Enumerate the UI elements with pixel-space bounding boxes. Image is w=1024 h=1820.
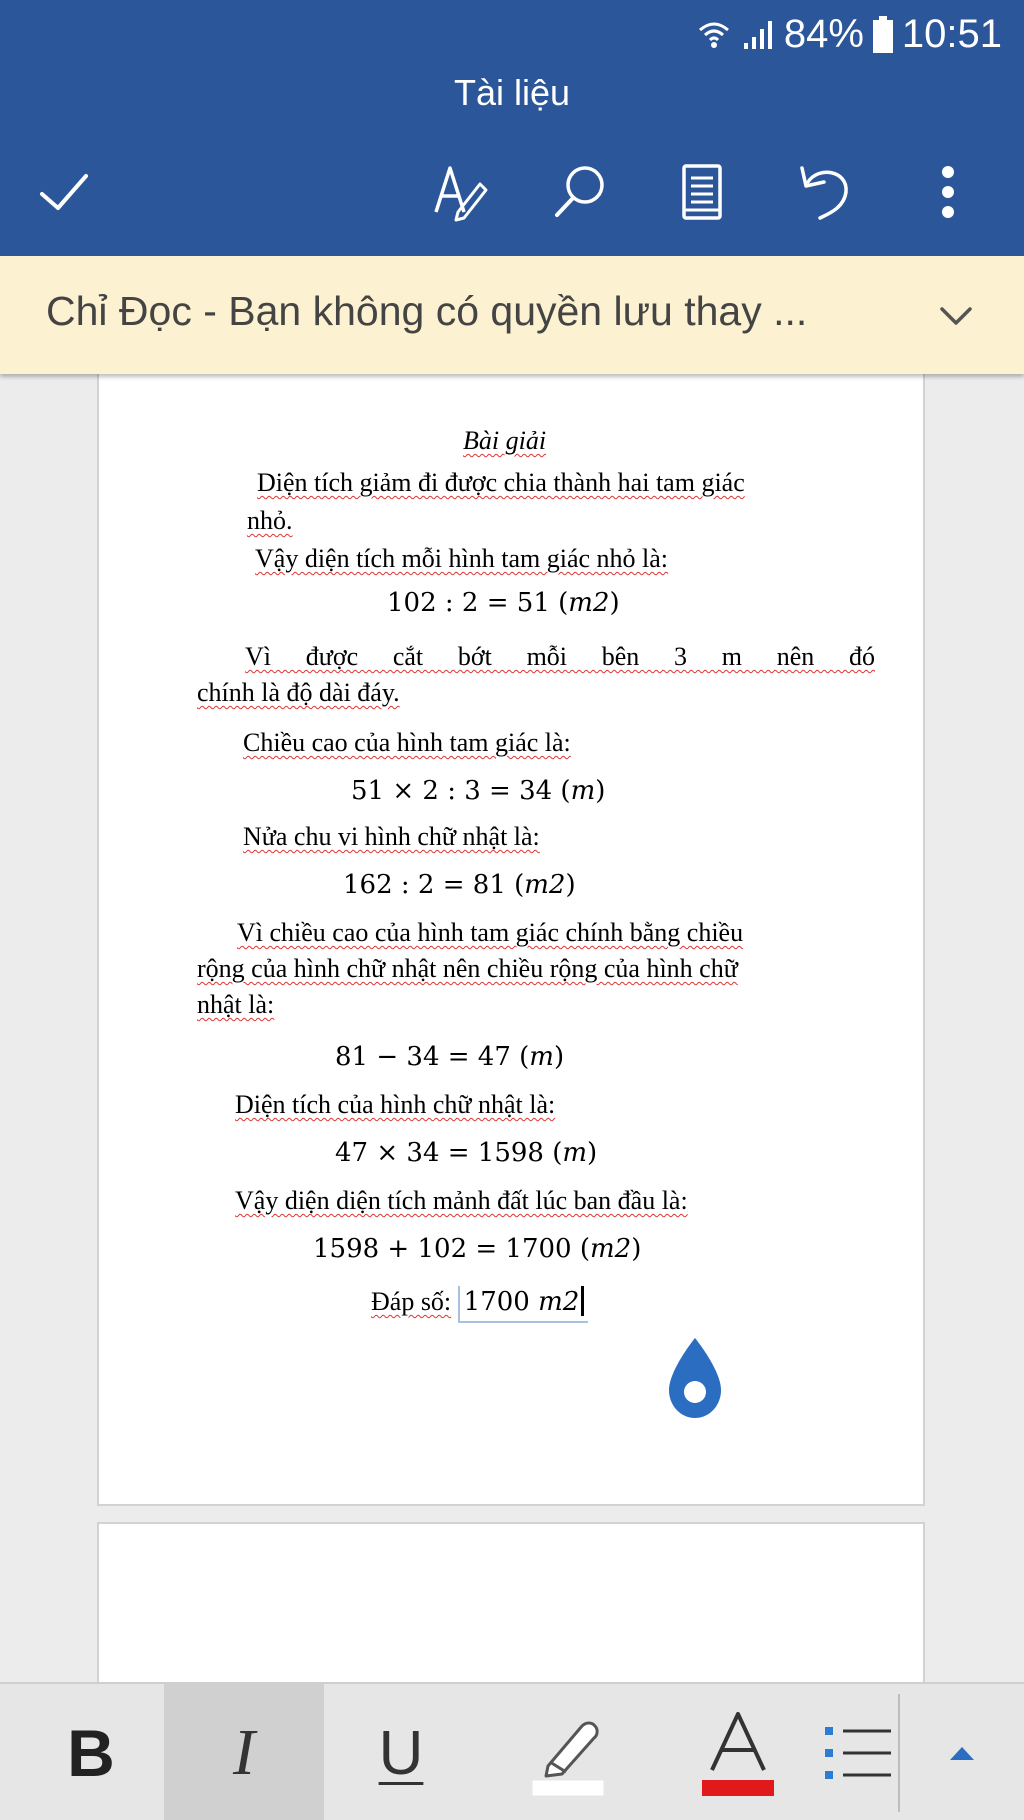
search-button[interactable]: [538, 150, 622, 234]
answer-line: [371, 1286, 588, 1323]
done-check-icon: [36, 164, 92, 220]
pen-format-icon: [430, 162, 490, 222]
undo-icon: [794, 162, 854, 222]
battery-percent: 84%: [783, 12, 864, 56]
doc-equation: 162 : 2 = 81 (m2): [343, 870, 576, 900]
more-options-icon: [938, 162, 958, 222]
toolbar-divider: [898, 1694, 900, 1812]
underline-label: U: [378, 1718, 424, 1788]
bullet-list-icon: [823, 1721, 893, 1785]
font-color-swatch: [702, 1780, 774, 1796]
doc-equation: 47 × 34 = 1598 (m): [335, 1138, 598, 1168]
highlighter-icon: [528, 1708, 608, 1798]
highlight-button[interactable]: [498, 1684, 638, 1820]
doc-paragraph: Diện tích giảm đi được chia thành hai tam giác: [257, 468, 745, 497]
bold-label: B: [67, 1716, 115, 1790]
format-pen-button[interactable]: [418, 150, 502, 234]
font-color-button[interactable]: [668, 1684, 808, 1820]
reading-view-button[interactable]: [660, 150, 744, 234]
chevron-down-icon: [938, 304, 974, 328]
top-toolbar: [0, 150, 1024, 234]
doc-paragraph: Vậy diện diện tích mảnh đất lúc ban đầu là:: [235, 1186, 688, 1215]
doc-heading: Bài giải: [463, 426, 547, 455]
document-page[interactable]: [97, 374, 925, 1506]
reading-view-icon: [680, 162, 724, 222]
bullets-button[interactable]: [820, 1684, 896, 1820]
status-bar: [0, 0, 1024, 72]
answer-label: Đáp số:: [371, 1287, 452, 1316]
document-title: Tài liệu: [453, 72, 571, 113]
app-header: [0, 0, 1024, 256]
doc-paragraph: Vì chiều cao của hình tam giác chính bằng chiều: [237, 918, 744, 947]
answer-selection[interactable]: [458, 1286, 589, 1323]
document-canvas[interactable]: [0, 374, 1024, 1682]
doc-equation: 102 : 2 = 51 (m2): [387, 588, 620, 618]
doc-paragraph: Nửa chu vi hình chữ nhật là:: [243, 822, 540, 851]
answer-value: 1700 m2: [463, 1287, 580, 1317]
text-cursor: [581, 1286, 584, 1316]
doc-paragraph: Diện tích của hình chữ nhật là:: [235, 1090, 556, 1119]
doc-paragraph: rộng của hình chữ nhật nên chiều rộng của hình chữ: [197, 954, 738, 983]
doc-paragraph: chính là độ dài đáy.: [197, 678, 400, 707]
search-icon: [551, 163, 609, 221]
highlight-color-swatch: [532, 1780, 604, 1796]
clock: 10:51: [901, 12, 1002, 56]
doc-paragraph: nhật là:: [197, 990, 275, 1019]
doc-paragraph: nhỏ.: [247, 506, 293, 535]
format-toolbar: [0, 1682, 1024, 1820]
document-page-2[interactable]: [97, 1522, 925, 1682]
more-options-button[interactable]: [906, 150, 990, 234]
italic-label: I: [233, 1716, 255, 1789]
expand-ribbon-button[interactable]: [912, 1684, 1012, 1820]
doc-paragraph: Vì được cắt bớt mỗi bên 3 m nên đó: [245, 642, 875, 671]
doc-paragraph: Chiều cao của hình tam giác là:: [243, 728, 571, 757]
undo-button[interactable]: [782, 150, 866, 234]
doc-equation: 1598 + 102 = 1700 (m2): [313, 1234, 642, 1264]
font-color-icon: [698, 1708, 778, 1798]
doc-equation: 51 × 2 : 3 = 34 (m): [351, 776, 606, 806]
done-button[interactable]: [22, 150, 106, 234]
battery-icon: [872, 16, 894, 54]
cursor-handle-icon[interactable]: [665, 1336, 725, 1422]
read-only-banner[interactable]: [0, 256, 1024, 374]
signal-icon: [740, 17, 776, 53]
banner-expand-button[interactable]: [926, 286, 986, 346]
italic-button[interactable]: [164, 1684, 324, 1820]
bold-button[interactable]: [22, 1684, 160, 1820]
underline-button[interactable]: [332, 1684, 470, 1820]
caret-up-icon: [947, 1743, 977, 1763]
doc-equation: 81 − 34 = 47 (m): [335, 1042, 565, 1072]
banner-text: Chỉ Đọc - Bạn không có quyền lưu thay ...: [46, 288, 808, 334]
wifi-icon: [696, 17, 732, 53]
doc-paragraph: Vậy diện tích mỗi hình tam giác nhỏ là:: [255, 544, 669, 573]
